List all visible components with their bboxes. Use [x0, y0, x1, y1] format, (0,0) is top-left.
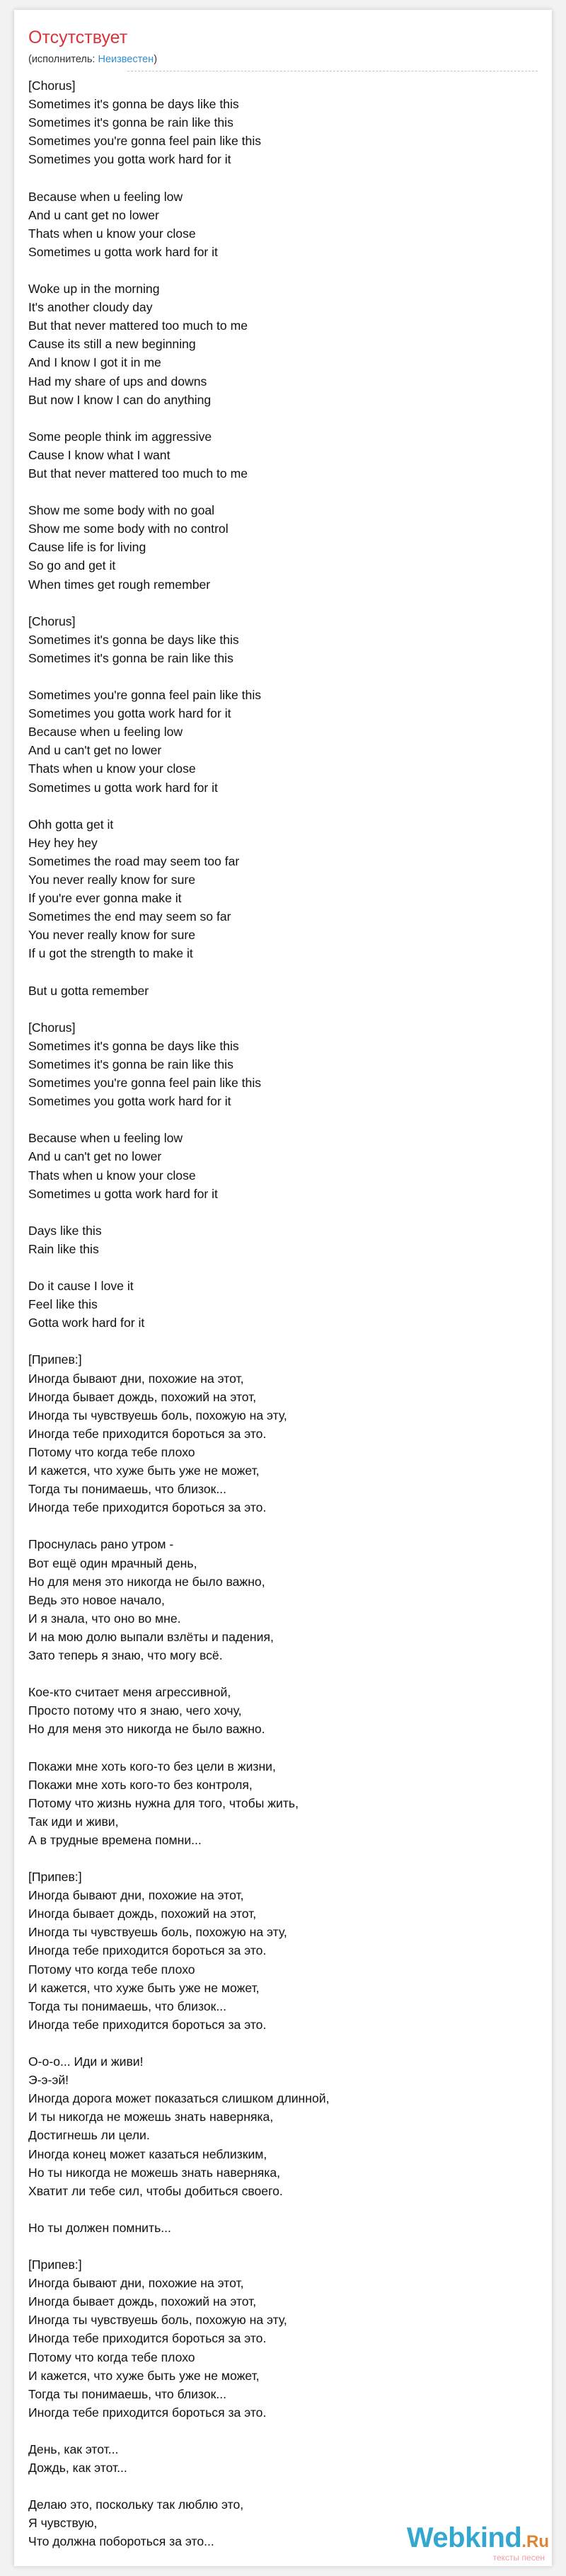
- lyric-line: Иногда бывает дождь, похожий на этот,: [28, 2294, 257, 2309]
- lyrics-body: [28, 76, 538, 2551]
- lyric-line: А в трудные времена помни...: [28, 1832, 202, 1847]
- lyric-line: И я знала, что оно во мне.: [28, 1611, 181, 1626]
- lyric-line: And u can't get no lower: [28, 1149, 162, 1164]
- blank-line: [28, 1203, 538, 1221]
- lyric-line: Sometimes the end may seem so far: [28, 909, 231, 924]
- lyric-line: You never really know for sure: [28, 873, 196, 887]
- blank-line: [28, 963, 538, 982]
- lyric-line: [Припев:]: [28, 1352, 82, 1367]
- lyric-line: Thats when u know your close: [28, 226, 196, 241]
- lyric-line: But that never mattered too much to me: [28, 318, 248, 333]
- lyric-line: День, как этот...: [28, 2442, 119, 2456]
- lyric-line: Иногда бывают дни, похожие на этот,: [28, 1888, 244, 1903]
- blank-line: [28, 2477, 538, 2495]
- lyric-line: И кажется, что хуже быть уже не может,: [28, 1980, 260, 1995]
- artist-prefix: (исполнитель:: [28, 54, 98, 65]
- blank-line: [28, 1258, 538, 1277]
- lyric-line: Проснулась рано утром -: [28, 1537, 174, 1552]
- lyric-line: Woke up in the morning: [28, 282, 160, 297]
- lyric-line: Show me some body with no control: [28, 522, 229, 536]
- blank-line: [28, 1849, 538, 1868]
- site-logo[interactable]: [407, 2524, 549, 2562]
- lyric-line: Покажи мне хоть кого-то без контроля,: [28, 1777, 253, 1792]
- lyric-line: Но для меня это никогда не было важно,: [28, 1574, 265, 1589]
- lyric-line: Because when u feeling low: [28, 189, 183, 204]
- lyric-line: Потому что когда тебе плохо: [28, 1444, 195, 1459]
- lyric-line: Feel like this: [28, 1297, 98, 1312]
- lyric-line: Because when u feeling low: [28, 1131, 183, 1146]
- lyric-line: Иногда тебе приходится бороться за это.: [28, 2017, 267, 2032]
- lyric-line: Но для меня это никогда не было важно.: [28, 1722, 265, 1737]
- lyric-line: Хватит ли тебе сил, чтобы добиться своего.: [28, 2183, 283, 2198]
- lyric-line: Sometimes it's gonna be days like this: [28, 1038, 239, 1053]
- lyric-line: Cause life is for living: [28, 540, 146, 555]
- lyric-line: And u can't get no lower: [28, 743, 162, 758]
- blank-line: [28, 168, 538, 187]
- lyric-line: Sometimes you gotta work hard for it: [28, 1094, 231, 1109]
- lyric-line: But that never mattered too much to me: [28, 466, 248, 481]
- lyric-line: Sometimes it's gonna be days like this: [28, 632, 239, 647]
- lyric-line: Тогда ты понимаешь, что близок...: [28, 1482, 226, 1497]
- lyric-line: Иногда бывает дождь, похожий на этот,: [28, 1907, 257, 1921]
- blank-line: [28, 1738, 538, 1756]
- blank-line: [28, 1332, 538, 1350]
- lyric-line: Thats when u know your close: [28, 1168, 196, 1183]
- lyric-line: Достигнешь ли цели.: [28, 2128, 150, 2143]
- blank-line: [28, 2034, 538, 2052]
- lyric-line: Иногда конец может казаться неблизким,: [28, 2146, 267, 2161]
- lyric-line: Sometimes the road may seem too far: [28, 853, 240, 868]
- blank-line: [28, 1000, 538, 1018]
- blank-line: [28, 2422, 538, 2440]
- lyric-line: Иногда дорога может показаться слишком длинной,: [28, 2091, 330, 2106]
- lyric-line: [Припев:]: [28, 1870, 82, 1885]
- lyric-line: Some people think im aggressive: [28, 429, 212, 444]
- lyric-line: Тогда ты понимаешь, что близок...: [28, 1999, 226, 2013]
- lyric-line: If you're ever gonna make it: [28, 891, 182, 906]
- lyric-line: Sometimes it's gonna be rain like this: [28, 650, 233, 665]
- blank-line: [28, 1664, 538, 1683]
- lyric-line: [Chorus]: [28, 614, 76, 628]
- lyric-line: Иногда тебе приходится бороться за это.: [28, 1500, 267, 1515]
- lyric-line: Sometimes u gotta work hard for it: [28, 244, 218, 259]
- lyric-line: Show me some body with no goal: [28, 503, 215, 518]
- lyric-line: Иногда бывают дни, похожие на этот,: [28, 2276, 244, 2291]
- lyric-line: Had my share of ups and downs: [28, 374, 207, 389]
- lyric-line: Because when u feeling low: [28, 725, 183, 740]
- lyric-line: И кажется, что хуже быть уже не может,: [28, 2368, 260, 2383]
- lyric-line: Иногда тебе приходится бороться за это.: [28, 1426, 267, 1441]
- lyric-line: [Припев:]: [28, 2258, 82, 2272]
- lyric-line: Э-э-эй!: [28, 2073, 69, 2088]
- lyric-line: Покажи мне хоть кого-то без цели в жизни,: [28, 1759, 276, 1773]
- blank-line: [28, 483, 538, 501]
- lyric-line: Просто потому что я знаю, чего хочу,: [28, 1703, 242, 1718]
- lyric-line: И на мою долю выпали взлёты и падения,: [28, 1629, 274, 1644]
- blank-line: [28, 667, 538, 686]
- lyric-line: If u got the strength to make it: [28, 946, 193, 961]
- lyric-line: Что должна побороться за это...: [28, 2534, 214, 2549]
- lyric-line: Sometimes you're gonna feel pain like this: [28, 1076, 262, 1091]
- lyric-line: Hey hey hey: [28, 835, 98, 850]
- blank-line: [28, 1517, 538, 1535]
- lyric-line: Но ты должен помнить...: [28, 2220, 171, 2235]
- lyric-line: Sometimes you're gonna feel pain like this: [28, 688, 262, 703]
- lyric-line: Иногда тебе приходится бороться за это.: [28, 1943, 267, 1958]
- lyric-line: Кое-кто считает меня агрессивной,: [28, 1685, 231, 1700]
- song-title: Отсутствует: [28, 28, 128, 47]
- lyric-line: Sometimes it's gonna be rain like this: [28, 115, 233, 130]
- lyric-line: Иногда тебе приходится бороться за это.: [28, 2405, 267, 2420]
- blank-line: [28, 409, 538, 427]
- lyric-line: Зато теперь я знаю, что могу всё.: [28, 1648, 223, 1662]
- lyric-line: Sometimes u gotta work hard for it: [28, 780, 218, 795]
- lyric-line: Дождь, как этот...: [28, 2461, 127, 2476]
- lyric-line: Иногда ты чувствуешь боль, похожую на эту,: [28, 2313, 287, 2328]
- lyric-line: Иногда ты чувствуешь боль, похожую на эту,: [28, 1408, 287, 1422]
- lyric-line: But now I know I can do anything: [28, 392, 212, 407]
- lyric-line: You never really know for sure: [28, 928, 196, 943]
- lyric-line: Потому что когда тебе плохо: [28, 1962, 195, 1977]
- logo-domain: .Ru: [521, 2532, 549, 2551]
- lyric-line: So go and get it: [28, 558, 116, 573]
- lyric-line: Days like this: [28, 1223, 102, 1238]
- lyric-line: Cause I know what I want: [28, 447, 171, 462]
- lyric-line: Иногда бывает дождь, похожий на этот,: [28, 1389, 257, 1404]
- lyric-line: [Chorus]: [28, 1020, 76, 1035]
- artist-link[interactable]: Неизвестен: [98, 54, 154, 65]
- lyric-line: Gotta work hard for it: [28, 1316, 145, 1330]
- lyric-line: Cause its still a new beginning: [28, 337, 196, 352]
- lyric-line: Потому что жизнь нужна для того, чтобы жить,: [28, 1795, 299, 1810]
- lyric-line: Sometimes u gotta work hard for it: [28, 1186, 218, 1201]
- lyric-line: Делаю это, поскольку так люблю это,: [28, 2497, 244, 2512]
- lyric-line: [Chorus]: [28, 79, 76, 93]
- lyric-line: О-о-о... Иди и живи!: [28, 2054, 144, 2069]
- lyric-line: Do it cause I love it: [28, 1279, 134, 1294]
- blank-line: [28, 1110, 538, 1129]
- lyric-line: Иногда ты чувствуешь боль, похожую на эту,: [28, 1925, 287, 1940]
- logo-tagline: тексты песен: [492, 2553, 545, 2563]
- lyric-line: Sometimes you gotta work hard for it: [28, 706, 231, 721]
- lyric-line: And I know I got it in me: [28, 355, 161, 370]
- lyric-line: Ohh gotta get it: [28, 817, 114, 832]
- lyric-line: When times get rough remember: [28, 577, 211, 592]
- lyric-line: Вот ещё один мрачный день,: [28, 1556, 197, 1570]
- blank-line: [28, 797, 538, 815]
- lyric-line: И ты никогда не можешь знать наверняка,: [28, 2110, 274, 2124]
- lyric-line: Sometimes you're gonna feel pain like this: [28, 134, 262, 149]
- blank-line: [28, 2200, 538, 2219]
- lyric-line: Я чувствую,: [28, 2516, 98, 2531]
- artist-line: [28, 52, 157, 67]
- lyric-line: Thats when u know your close: [28, 761, 196, 776]
- logo-name: Webkind: [406, 2522, 522, 2553]
- lyric-line: But u gotta remember: [28, 983, 149, 998]
- lyric-line: Потому что когда тебе плохо: [28, 2350, 195, 2364]
- lyric-line: Sometimes it's gonna be days like this: [28, 97, 239, 112]
- lyric-line: Rain like this: [28, 1241, 99, 1256]
- blank-line: [28, 261, 538, 280]
- lyric-line: Иногда тебе приходится бороться за это.: [28, 2331, 267, 2346]
- lyric-line: Sometimes you gotta work hard for it: [28, 152, 231, 167]
- lyrics-page: [14, 10, 552, 2566]
- lyric-line: И кажется, что хуже быть уже не может,: [28, 1464, 260, 1478]
- lyric-line: Но ты никогда не можешь знать наверняка,: [28, 2165, 281, 2180]
- blank-line: [28, 2237, 538, 2255]
- lyric-line: And u cant get no lower: [28, 207, 159, 222]
- blank-line: [28, 594, 538, 612]
- lyric-line: Иногда бывают дни, похожие на этот,: [28, 1371, 244, 1386]
- lyric-line: Так иди и живи,: [28, 1814, 119, 1829]
- artist-suffix: ): [154, 54, 158, 65]
- lyric-line: Sometimes it's gonna be rain like this: [28, 1057, 233, 1071]
- lyric-line: Ведь это новое начало,: [28, 1592, 165, 1607]
- lyric-line: It's another cloudy day: [28, 300, 153, 315]
- lyric-line: Тогда ты понимаешь, что близок...: [28, 2386, 226, 2401]
